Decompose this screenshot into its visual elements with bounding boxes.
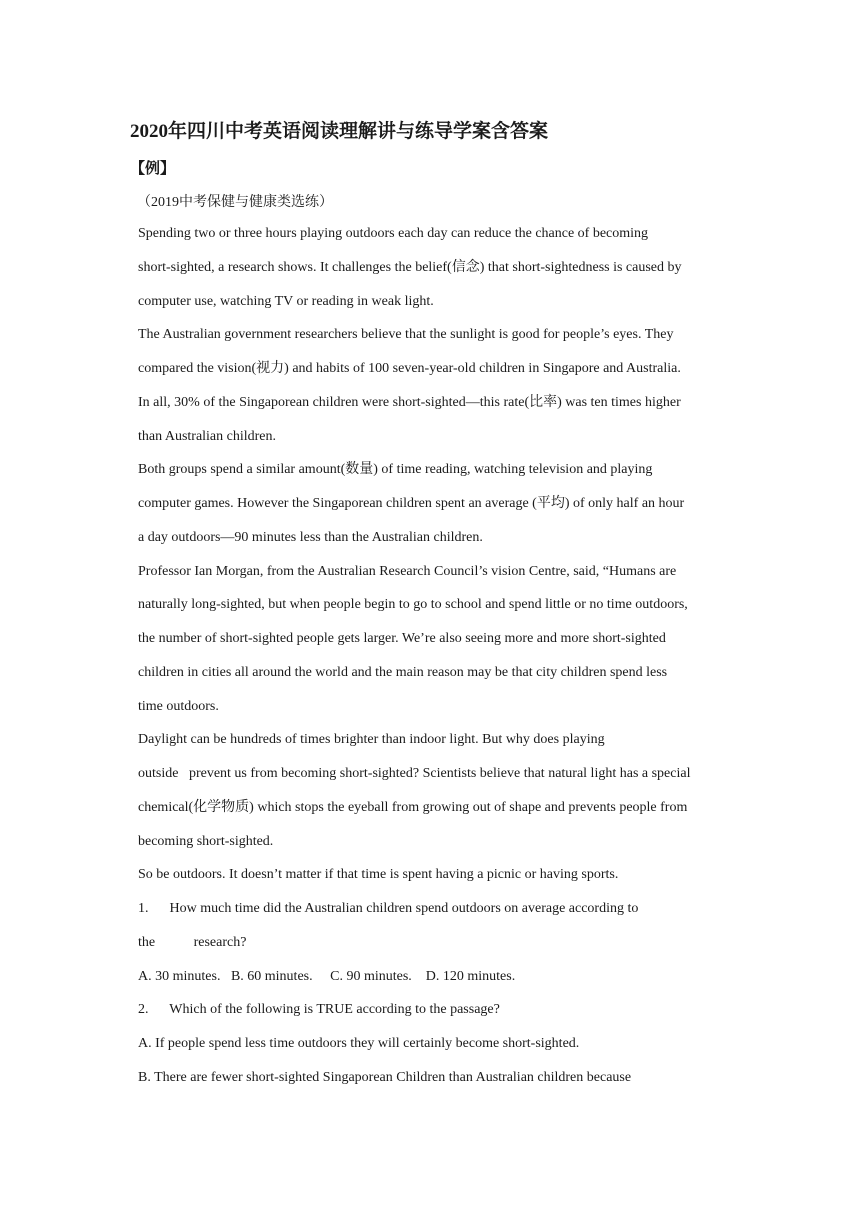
question-1-options: A. 30 minutes. B. 60 minutes. C. 90 minutes. D. 120 minutes. — [138, 968, 516, 984]
text-line: naturally long-sighted, but when people begin to go to school and spend little or no time outdoors, — [138, 597, 688, 613]
text-line: Daylight can be hundreds of times brighter than indoor light. But why does playing — [138, 732, 605, 748]
text-line: chemical(化学物质) which stops the eyeball from growing out of shape and prevents people from — [138, 799, 688, 815]
example-tag: 【例】 — [130, 161, 176, 177]
source-note: （2019中考保健与健康类选练） — [137, 195, 333, 210]
text-line: In all, 30% of the Singaporean children were short-sighted—this rate(比率) was ten times higher — [138, 394, 681, 410]
text-line: computer use, watching TV or reading in weak light. — [138, 293, 434, 309]
question-2-option-b: B. There are fewer short-sighted Singaporean Children than Australian children because — [138, 1069, 632, 1085]
text-line: computer games. However the Singaporean children spent an average (平均) of only half an hour — [138, 496, 685, 511]
text-line: than Australian children. — [138, 428, 277, 444]
text-line: compared the vision(视力) and habits of 100 seven-year-old children in Singapore and Australia. — [138, 361, 681, 376]
text-line: becoming short-sighted. — [138, 833, 274, 849]
question-1-text: 1. How much time did the Australian children spend outdoors on average according to — [138, 901, 639, 916]
text-line: outside prevent us from becoming short-sighted? Scientists believe that natural light has a special — [138, 766, 691, 781]
text-line: children in cities all around the world and the main reason may be that city children spend less — [138, 664, 668, 680]
text-line: Both groups spend a similar amount(数量) of time reading, watching television and playing — [138, 462, 653, 478]
text-line: a day outdoors—90 minutes less than the Australian children. — [138, 529, 483, 545]
question-2-option-a: A. If people spend less time outdoors they will certainly become short-sighted. — [138, 1036, 580, 1051]
text-line: The Australian government researchers believe that the sunlight is good for people’s eyes. They — [138, 327, 674, 343]
question-1-text-cont: the research? — [138, 934, 247, 950]
text-line: the number of short-sighted people gets larger. We’re also seeing more and more short-sighted — [138, 631, 666, 646]
document-title: 2020年四川中考英语阅读理解讲与练导学案含答案 — [130, 121, 549, 142]
text-line: So be outdoors. It doesn’t matter if that time is spent having a picnic or having sports. — [138, 867, 619, 883]
text-line: Professor Ian Morgan, from the Australian Research Council’s vision Centre, said, “Humans are — [138, 563, 677, 579]
question-2-text: 2. Which of the following is TRUE according to the passage? — [138, 1002, 500, 1018]
passage-body — [138, 224, 758, 1102]
text-line: time outdoors. — [138, 698, 219, 714]
text-line: Spending two or three hours playing outdoors each day can reduce the chance of becoming — [138, 226, 649, 241]
text-line: short-sighted, a research shows. It challenges the belief(信念) that short-sightedness is caused by — [138, 259, 682, 275]
